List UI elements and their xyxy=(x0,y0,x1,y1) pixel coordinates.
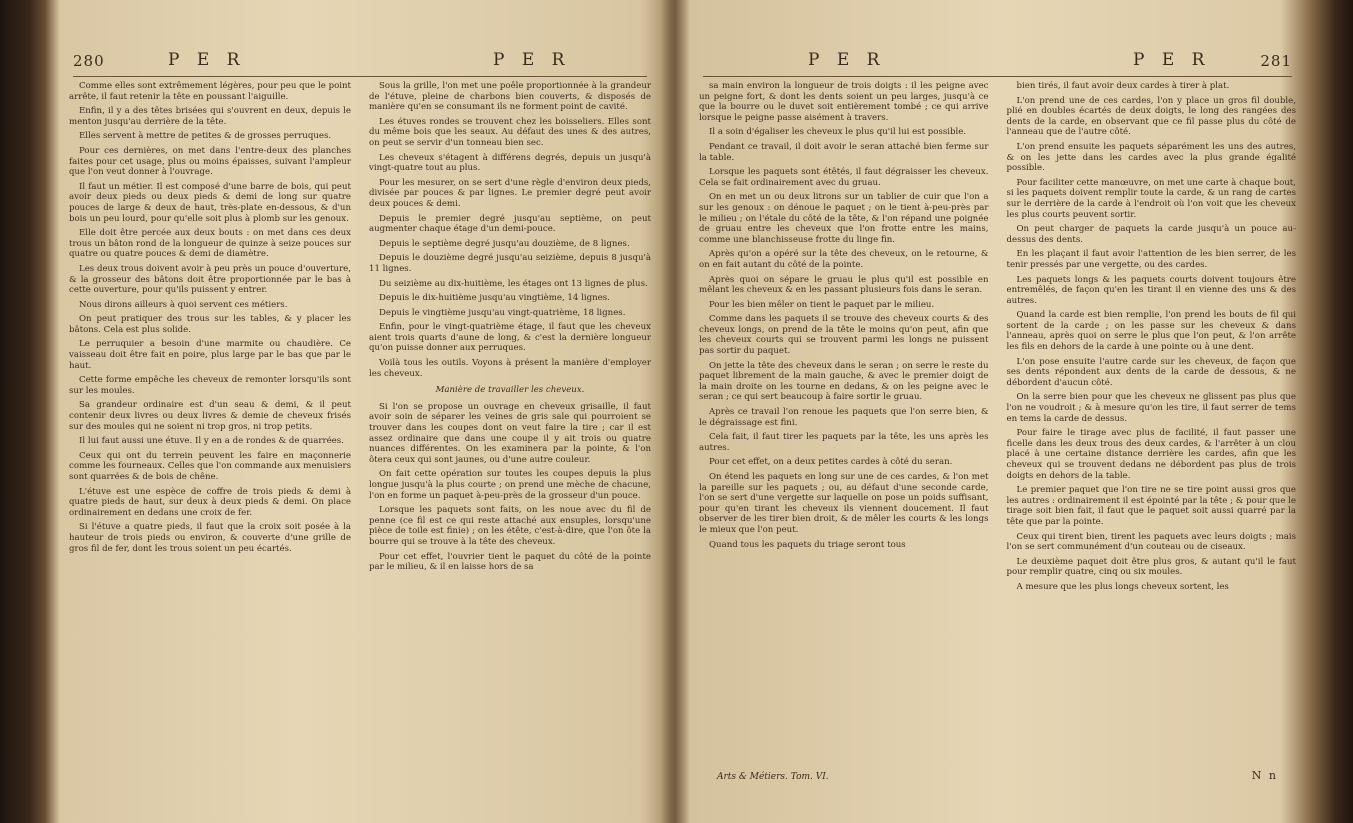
right-page-footer xyxy=(717,769,1278,782)
paragraph: On étend les paquets en long sur une de ces cardes, & l'on met la pareille sur les paquets ; ou, au défaut d'une seconde carde, l'on se sert d'une vergette sur laquelle on pose un poids suffisant, pour qu'en tirant les cheveux ils viennent doucement. Il faut observer de les tirer bien droit, & de mêler les courts & les longs le mieux que l'on peut. xyxy=(699,472,989,535)
paragraph: L'étuve est une espèce de coffre de trois pieds & demi à quatre pieds de haut, sur deux à deux pieds & demi. On place ordinairement en dedans une croix de fer. xyxy=(69,486,351,518)
paragraph: Lorsque les paquets sont faits, on les noue avec du fil de penne (ce fil est ce qui reste attaché aux ensuples, lorsqu'une pièce de toile est finie) ; on les étête, c'est-à-dire, que l'on ôte la bourre qui se trouve à la tête des cheveux. xyxy=(369,505,651,547)
paragraph: Pour cet effet, on a deux petites cardes à côté du seran. xyxy=(709,457,953,468)
paragraph: sa main environ la longueur de trois doigts : il les peigne avec un peigne fort, & dont les dents soient un peu larges, jusqu'à ce que la bourre ou le duvet soit entièrement tombé ; ce qui arrive lorsque le peigne passe aisément à travers. xyxy=(699,81,989,123)
paragraph: Quand la carde est bien remplie, l'on prend les bouts de fil qui sortent de la carde ; on les passe sur les cheveux & dans l'anneau, après quoi on serre le plus que l'on peut, & l'on arrête les fils en dehors de la carde à une pointe ou à une dent. xyxy=(1006,310,1296,353)
paragraph: Comme dans les paquets il se trouve des cheveux courts & des cheveux longs, on prend de la tête le moins qu'on peut, afin que les cheveux courts qui se trouvent parmi les longs ne puissent pas sortir du paquet. xyxy=(699,314,989,357)
paragraph: Enfin, pour le vingt-quatrième étage, il faut que les cheveux aient trois quarts d'aune de long, & c'est la dernière longueur qu'on puisse donner aux perruques. xyxy=(369,322,651,354)
paragraph: Cette forme empêche les cheveux de remonter lorsqu'ils sont sur les moules. xyxy=(69,375,351,396)
paragraph: Ceux qui tirent bien, tirent les paquets avec leurs doigts ; mais l'on se sert communément d'un couteau ou de ciseaux. xyxy=(1006,531,1296,553)
right-column-1 xyxy=(699,81,989,597)
paragraph: Nous dirons ailleurs à quoi servent ces métiers. xyxy=(79,299,288,310)
paragraph: En les plaçant il faut avoir l'attention de les bien serrer, de les tenir pressés par une vergette, ou des cardes. xyxy=(1006,249,1296,270)
paragraph: Les cheveux s'étagent à différens degrés, depuis un jusqu'à vingt-quatre tout au plus. xyxy=(369,152,651,174)
paragraph: Pour cet effet, l'ouvrier tient le paquet du côté de la pointe par le milieu, & il en laisse hors de sa xyxy=(369,551,651,573)
right-page-header xyxy=(703,50,1292,77)
left-column-1 xyxy=(69,81,351,577)
paragraph: Sa grandeur ordinaire est d'un seau & demi, & il peut contenir deux livres ou deux livres & demie de cheveux frisés sur des moules qui ne soient ni trop gros, ni trop petits. xyxy=(69,400,351,432)
paragraph: Le premier paquet que l'on tire ne se tire point aussi gros que les autres : ordinairement il est épointé par la tête ; & pour que le tirage soit bien fait, il faut que le paquet soit aussi quarré par la tête que par la pointe. xyxy=(1006,485,1296,527)
paragraph: Depuis le douzième degré jusqu'au seizième, depuis 8 jusqu'à 11 lignes. xyxy=(369,253,651,274)
left-column-2-text-a xyxy=(369,81,651,379)
left-column-2 xyxy=(369,81,651,577)
paragraph: Après qu'on a opéré sur la tête des cheveux, on le retourne, & on en fait autant du côté de la pointe. xyxy=(699,249,989,270)
section-title: Manière de travailler les cheveux. xyxy=(435,385,585,396)
paragraph: Elles servent à mettre de petites & de grosses perruques. xyxy=(79,131,332,142)
paragraph: Les deux trous doivent avoir à peu près un pouce d'ouverture, & la grosseur des bâtons doit être proportionnée par le bas à cette ouverture, pour qu'ils puissent y entrer. xyxy=(69,263,351,296)
left-page-number: 280 xyxy=(73,52,105,70)
paragraph: Le deuxième paquet doit être plus gros, & autant qu'il le faut pour remplir quatre, cinq ou six moules. xyxy=(1006,556,1296,578)
paragraph: Pour faire le tirage avec plus de facilité, il faut passer une ficelle dans les deux trous des deux cardes, & l'arrêter à un clou placé à une certaine distance derrière les cardes, afin que les cheveux qui se trouvent dedans ne débordent pas plus de trois doigts en dehors de la table. xyxy=(1006,428,1296,481)
paragraph: On peut charger de paquets la carde jusqu'à un pouce au-dessus des dents. xyxy=(1006,224,1296,245)
paragraph: L'on prend ensuite les paquets séparément les uns des autres, & on les jette dans les cardes avec la plus grande égalité possible. xyxy=(1006,141,1296,174)
paragraph: Ceux qui ont du terrein peuvent les faire en maçonnerie comme les fourneaux. Celles que l'on commande aux menuisiers sont quarrées & de bois de chêne. xyxy=(69,450,351,482)
paragraph: Depuis le premier degré jusqu'au septième, on peut augmenter chaque étage d'un demi-pouce. xyxy=(369,213,651,235)
paragraph: On jette la tête des cheveux dans le seran ; on serre le reste du paquet librement de la main gauche, & avec le premier doigt de la main droite on les tourne en dedans, & on les peigne avec le seran ; ce qui sert beaucoup à faire sortir le gruau. xyxy=(699,360,989,403)
left-running-head-2: P E R xyxy=(493,50,571,70)
volume-footer: Arts & Métiers. Tom. VI. xyxy=(717,772,829,782)
left-column-2-text-b xyxy=(369,402,651,573)
left-page-columns xyxy=(55,81,665,577)
paragraph: Pour les bien mêler on tient le paquet par le milieu. xyxy=(709,299,935,310)
paragraph: Depuis le dix-huitième jusqu'au vingtième, 14 lignes. xyxy=(379,293,610,304)
paragraph: On la serre bien pour que les cheveux ne glissent pas plus que l'on ne voudroit ; & à mesure qu'on les tire, il faut serrer de tems en tems la carde de dessus. xyxy=(1006,392,1296,424)
paragraph: Les étuves rondes se trouvent chez les boisseliers. Elles sont du même bois que les seaux. Au défaut des unes & des autres, on peut se servir d'un tonneau bien sec. xyxy=(369,116,651,148)
paragraph: A mesure que les plus longs cheveux sortent, les xyxy=(1016,581,1229,592)
left-running-head-1: P E R xyxy=(168,50,246,70)
paragraph: Voilà tous les outils. Voyons à présent la manière d'employer les cheveux. xyxy=(369,358,651,379)
paragraph: Après ce travail l'on renoue les paquets que l'on serre bien, & le dégraissage est fini. xyxy=(699,407,989,428)
paragraph: Le perruquier a besoin d'une marmite ou chaudière. Ce vaisseau doit être fait en poire, plus large par le bas que par le haut. xyxy=(69,339,351,371)
paragraph: Enfin, il y a des têtes brisées qui s'ouvrent en deux, depuis le menton jusqu'au derrière de la tête. xyxy=(69,106,351,127)
left-page-header xyxy=(73,50,647,77)
paragraph: Cela fait, il faut tirer les paquets par la tête, les uns après les autres. xyxy=(699,432,989,453)
left-page xyxy=(55,50,665,790)
right-column-2 xyxy=(1007,81,1297,597)
paragraph: Quand tous les paquets du triage seront tous xyxy=(709,539,906,550)
right-page-columns xyxy=(685,81,1310,597)
paragraph: Depuis le vingtième jusqu'au vingt-quatrième, 18 lignes. xyxy=(379,307,626,318)
right-running-head-1: P E R xyxy=(808,50,886,70)
paragraph: Si l'on se propose un ouvrage en cheveux grisaille, il faut avoir soin de séparer les veines de gris sale qui pourroient se trouver dans les coupes dont on veut faire la tire ; car il est assez ordinaire que dans une coupe il y ait trois ou quatre nuances différentes. On les examinera par la pointe, & l'on ôtera ceux qui sont jaunes, ou d'une autre couleur. xyxy=(369,401,651,465)
paragraph: Sous la grille, l'on met une poêle proportionnée à la grandeur de l'étuve, pleine de charbons bien couverts, & disposés de manière qu'en se consumant ils ne forment point de cavité. xyxy=(369,81,651,113)
paragraph: Depuis le septième degré jusqu'au douzième, de 8 lignes. xyxy=(379,238,630,249)
paragraph: Après quoi on sépare le gruau le plus qu'il est possible en mêlant les cheveux & en les passant plusieurs fois dans le seran. xyxy=(699,274,989,296)
paragraph: Pour faciliter cette manœuvre, on met une carte à chaque bout, si les paquets doivent remplir toute la carde, & un rang de cartes sur le derrière de la carde à l'endroit où l'on voit que les cheveux les plus courts peuvent sortir. xyxy=(1006,177,1296,220)
paragraph: Les paquets longs & les paquets courts doivent toujours être entremêlés, de façon qu'en les tirant il en vienne des uns & des autres. xyxy=(1006,274,1296,306)
right-page-number: 281 xyxy=(1260,52,1292,70)
right-page xyxy=(685,50,1310,790)
paragraph: Pour ces dernières, on met dans l'entre-deux des planches faites pour cet usage, plus ou moins épaisses, suivant l'ampleur que l'on veut donner à l'ouvrage. xyxy=(69,145,351,178)
paragraph: On en met un ou deux litrons sur un tablier de cuir que l'on a sur les genoux : on dénoue le paquet ; on le tient à-peu-près par le milieu ; on l'étale du côté de la tête, & l'on répand une poignée de gruau entre les cheveux que l'on frotte entre les mains, comme une blanchisseuse frotte du linge fin. xyxy=(699,192,989,245)
paragraph: Lorsque les paquets sont étêtés, il faut dégraisser les cheveux. Cela se fait ordinairement avec du gruau. xyxy=(699,167,989,188)
right-running-head-2: P E R xyxy=(1133,50,1211,70)
signature-mark: N n xyxy=(1251,769,1278,782)
paragraph: Si l'étuve a quatre pieds, il faut que la croix soit posée à la hauteur de trois pieds ou environ, & couverte d'une grille de gros fil de fer, dont les trous soient un peu écartés. xyxy=(69,522,351,554)
paragraph: L'on prend une de ces cardes, l'on y place un gros fil double, plié en doubles écartés de deux doigts, le long des rangées des dents de la carde, en observant que ce fil passe plus du côté de l'anneau que de l'autre côté. xyxy=(1006,95,1296,138)
paragraph: Il a soin d'égaliser les cheveux le plus qu'il lui est possible. xyxy=(709,127,967,138)
paragraph: bien tirés, il faut avoir deux cardes à tirer à plat. xyxy=(1016,81,1230,91)
paragraph: Pendant ce travail, il doit avoir le seran attaché bien ferme sur la table. xyxy=(699,141,989,163)
paragraph: Il faut un métier. Il est composé d'une barre de bois, qui peut avoir deux pieds ou deux pieds & demi de long sur quatre pouces de large & deux de haut, très-plate en-dessous, & d'un bois un peu lourd, pour qu'elle soit plus à plomb sur les genoux. xyxy=(69,181,351,224)
paragraph: Du seizième au dix-huitième, les étages ont 13 lignes de plus. xyxy=(379,278,648,289)
paragraph: Elle doit être percée aux deux bouts : on met dans ces deux trous un bâton rond de la longueur de quinze à seize pouces sur quatre ou quatre pouces & demi de diamètre. xyxy=(69,228,351,260)
paragraph: Pour les mesurer, on se sert d'une règle d'environ deux pieds, divisée par pouces & par lignes. Le premier degré peut avoir deux pouces & demi. xyxy=(369,177,651,209)
paragraph: Il lui faut aussi une étuve. Il y en a de rondes & de quarrées. xyxy=(79,436,344,447)
paragraph: On fait cette opération sur toutes les coupes depuis la plus longue jusqu'à la plus courte ; on prend une mèche de chacune, l'on en forme un paquet à-peu-près de la grosseur d'un pouce. xyxy=(369,469,651,501)
paragraph: On peut pratiquer des trous sur les tables, & y placer les bâtons. Cela est plus solide. xyxy=(69,314,351,335)
paragraph: Comme elles sont extrêmement légères, pour peu que le point arrête, il faut retenir la tête en poussant l'aiguille. xyxy=(69,81,351,102)
paragraph: L'on pose ensuite l'autre carde sur les cheveux, de façon que ses dents répondent aux dents de la carde de dessous, & ne débordent d'aucun côté. xyxy=(1006,356,1296,388)
